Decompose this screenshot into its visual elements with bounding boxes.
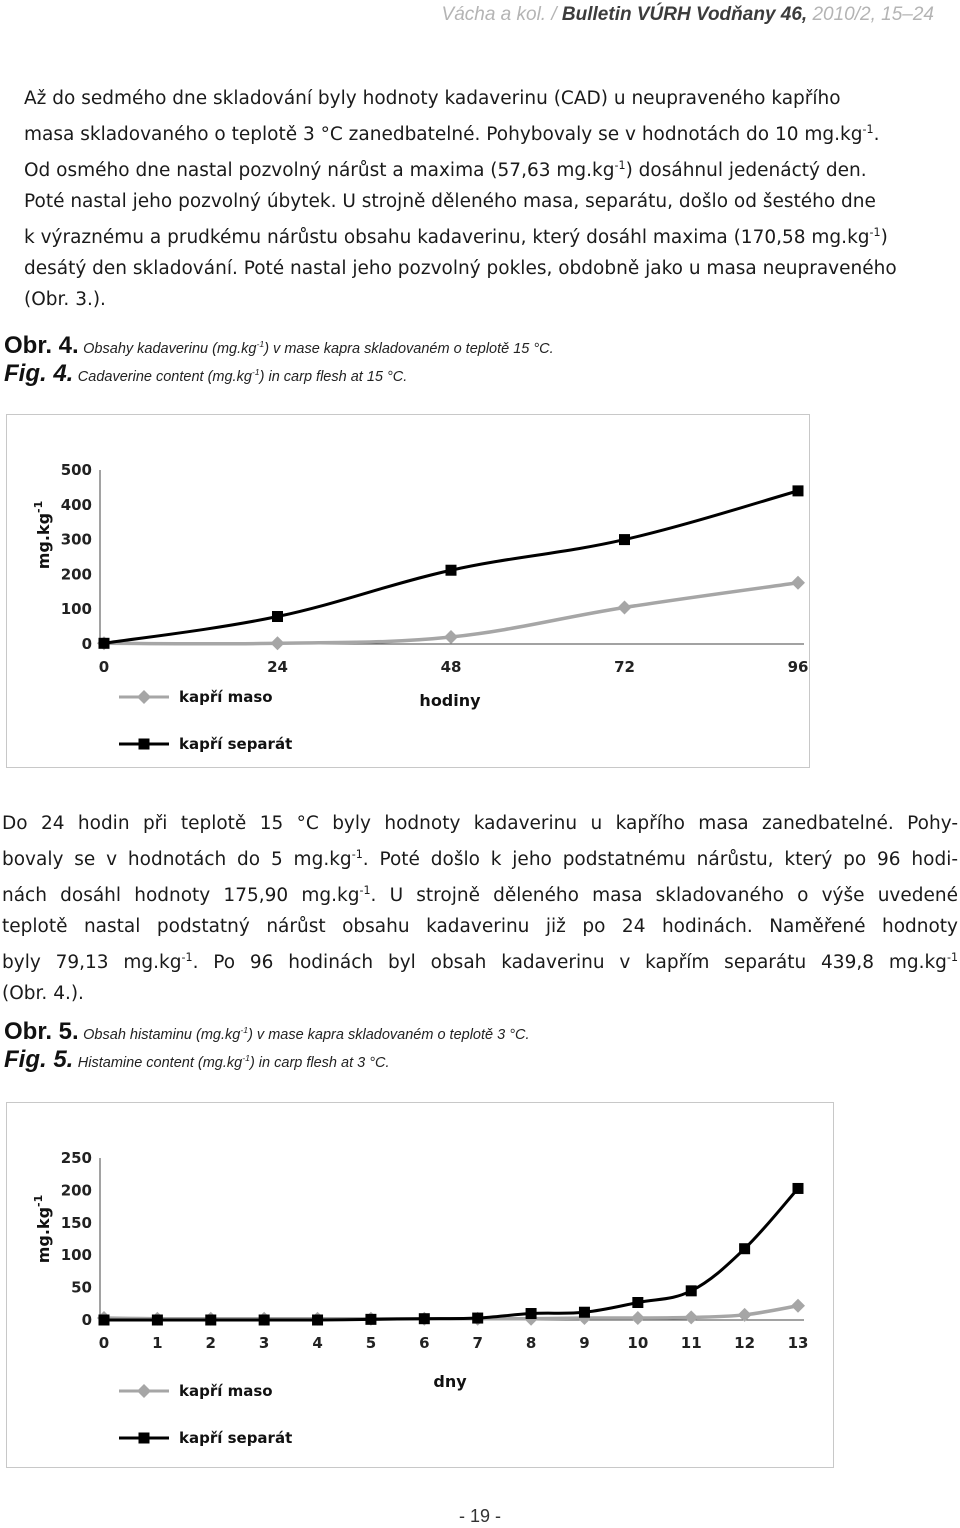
x-tick-label: 2: [205, 1334, 216, 1352]
x-axis-title: hodiny: [419, 691, 481, 710]
legend-label: kapří maso: [179, 1382, 273, 1400]
data-point-square: [739, 1243, 750, 1254]
header-journal: Bulletin VÚRH Vodňany 46,: [561, 4, 808, 25]
data-point-square: [99, 638, 110, 649]
x-tick-label: 4: [312, 1334, 323, 1352]
y-tick-label: 400: [60, 495, 92, 514]
x-tick-label: 1: [152, 1334, 163, 1352]
x-axis-title: dny: [433, 1372, 467, 1391]
x-tick-label: 24: [267, 658, 288, 676]
data-point-square: [365, 1314, 376, 1325]
data-point-square: [419, 1313, 430, 1324]
x-tick-label: 13: [787, 1334, 809, 1352]
data-point-square: [99, 1315, 110, 1326]
text-line: nách dosáhl hodnoty 175,90 $mg.kg^{-1}$. U strojně děleného masa skladovaného o výše uvedené: [2, 884, 958, 907]
text-line: byly 79,13 $mg.kg^{-1}$. Po 96 hodinách byl obsah kadaverinu v kapřím separátu 439,8 $mg.kg^{-1}$: [2, 951, 958, 974]
fig4-caption-en: [4, 360, 407, 388]
text-line: Až do sedmého dne skladování byly hodnoty kadaverinu (CAD) u neupraveného kapřího: [24, 88, 841, 109]
x-tick-label: 96: [787, 658, 809, 676]
y-tick-label: 500: [60, 461, 92, 479]
y-tick-label: 300: [60, 530, 92, 549]
legend-label: kapří maso: [179, 688, 273, 706]
x-tick-label: 48: [440, 658, 462, 676]
data-point-diamond: [791, 576, 805, 590]
x-tick-label: 72: [614, 658, 635, 676]
y-tick-label: 0: [81, 1311, 92, 1329]
paragraph-1: [24, 83, 960, 315]
text-line: k výraznému a prudkému nárůstu obsahu kadaverinu, který dosáhl maxima (170,58 $mg.kg^{-1}$): [24, 226, 888, 249]
text-line: (Obr. 3.).: [24, 289, 106, 311]
text-line: desátý den skladování. Poté nastal jeho pozvolný pokles, obdobně jako u masa neupraveného: [24, 258, 897, 280]
chart-fig4: [6, 414, 810, 768]
fig5-caption-text-en: Histamine content $(mg.kg^{-1})$ in carp flesh at 3 °C.: [77, 1053, 390, 1071]
data-point-diamond: [791, 1299, 805, 1313]
y-axis-title: $mg.kg^{-1}$: [32, 500, 53, 570]
x-tick-label: 12: [734, 1334, 756, 1352]
text-line: masa skladovaného o teplotě 3 °C zanedbatelné. Pohybovaly se v hodnotách do 10 $mg.kg^{-1}$.: [24, 123, 880, 146]
x-tick-label: 0: [98, 658, 110, 676]
data-point-square: [152, 1315, 163, 1326]
fig5-label-cz: Obr. 5.: [4, 1018, 79, 1045]
data-point-square: [686, 1285, 697, 1296]
data-point-square: [205, 1315, 216, 1326]
legend-marker: [137, 1384, 151, 1398]
fig5-caption-cz: [4, 1018, 530, 1046]
fig5-label-en: Fig. 5.: [4, 1046, 74, 1073]
chart-fig5: [6, 1102, 834, 1468]
data-point-square: [446, 565, 457, 576]
x-tick-label: 10: [627, 1334, 649, 1352]
data-point-diamond: [271, 636, 285, 650]
data-point-square: [579, 1307, 590, 1318]
x-tick-label: 8: [525, 1334, 537, 1352]
data-point-diamond: [444, 630, 458, 644]
y-tick-label: 50: [71, 1278, 92, 1297]
data-point-diamond: [618, 600, 632, 614]
data-point-diamond: [684, 1310, 698, 1324]
data-point-square: [312, 1315, 323, 1326]
y-tick-label: 200: [60, 1181, 92, 1200]
data-point-square: [619, 534, 630, 545]
x-tick-label: 5: [365, 1334, 377, 1352]
legend-marker: [139, 739, 150, 750]
y-tick-label: 250: [60, 1149, 92, 1167]
fig5-caption-en: [4, 1046, 390, 1074]
y-tick-label: 0: [81, 635, 92, 653]
y-tick-label: 150: [60, 1213, 92, 1232]
paragraph-2: [2, 808, 958, 1009]
chart-fig4-svg: [7, 415, 809, 767]
x-tick-label: 0: [98, 1334, 110, 1352]
header-issue: 2010/2, 15–24: [812, 4, 934, 25]
legend-marker: [139, 1433, 150, 1444]
data-point-square: [259, 1315, 270, 1326]
data-point-square: [793, 485, 804, 496]
y-tick-label: 200: [60, 565, 92, 584]
x-tick-label: 6: [419, 1334, 430, 1352]
text-line: Od osmého dne nastal pozvolný nárůst a maxima (57,63 $mg.kg^{-1}$) dosáhnul jedenáctý den.: [24, 159, 867, 182]
chart-fig5-svg: [7, 1103, 833, 1467]
fig4-caption-text-cz: Obsahy kadaverinu $(mg.kg^{-1})$ v mase kapra skladovaném o teplotě 15 °C.: [83, 339, 554, 357]
text-line: Do 24 hodin při teplotě 15 °C byly hodnoty kadaverinu u kapřího masa zanedbatelné. Pohy-: [2, 813, 958, 834]
header-authors: Vácha a kol. /: [441, 4, 557, 25]
x-tick-label: 3: [258, 1334, 270, 1352]
text-line: Poté nastal jeho pozvolný úbytek. U strojně děleného masa, separátu, došlo od šestého dne: [24, 191, 876, 213]
data-point-square: [632, 1297, 643, 1308]
legend-label: kapří separát: [179, 735, 293, 753]
fig5-caption-text-cz: Obsah histaminu $(mg.kg^{-1})$ v mase kapra skladovaném o teplotě 3 °C.: [83, 1025, 530, 1043]
x-tick-label: 9: [579, 1334, 590, 1352]
y-axis-title: $mg.kg^{-1}$: [32, 1194, 53, 1264]
running-header: [442, 4, 934, 26]
legend-label: kapří separát: [179, 1429, 293, 1447]
fig4-label-en: Fig. 4.: [4, 360, 74, 387]
text-line: teplotě nastal podstatný nárůst obsahu kadaverinu již po 24 hodinách. Naměřené hodnoty: [2, 916, 958, 938]
data-point-square: [793, 1183, 804, 1194]
y-tick-label: 100: [60, 1246, 92, 1265]
data-point-diamond: [631, 1311, 645, 1325]
legend-marker: [137, 690, 151, 704]
text-line: (Obr. 4.).: [2, 983, 84, 1005]
y-tick-label: 100: [60, 600, 92, 619]
fig4-caption-text-en: Cadaverine content $(mg.kg^{-1})$ in carp flesh at 15 °C.: [77, 367, 408, 385]
data-point-square: [272, 611, 283, 622]
fig4-label-cz: Obr. 4.: [4, 332, 79, 359]
x-tick-label: 7: [472, 1334, 483, 1352]
series-line: [104, 1188, 798, 1320]
text-line: bovaly se v hodnotách do 5 $mg.kg^{-1}$. Poté došlo k jeho podstatnému nárůstu, který po 96 hodi-: [2, 848, 959, 871]
page-number: - 19 -: [458, 1506, 501, 1526]
fig4-caption-cz: [4, 332, 554, 360]
data-point-square: [526, 1308, 537, 1319]
x-tick-label: 11: [680, 1334, 702, 1352]
data-point-square: [472, 1313, 483, 1324]
